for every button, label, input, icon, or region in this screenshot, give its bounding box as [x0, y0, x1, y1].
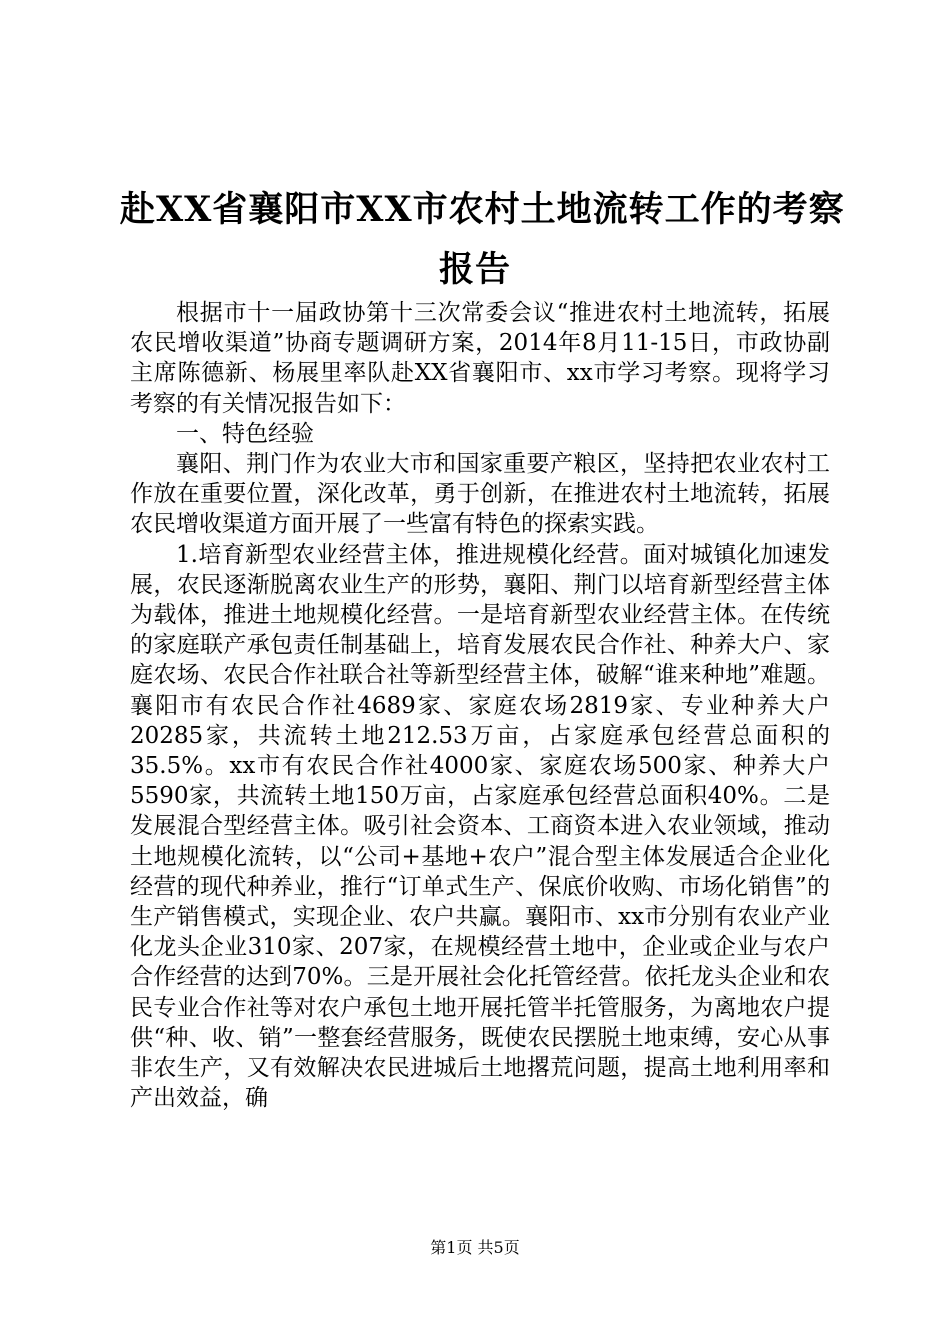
document-body [130, 298, 830, 1113]
document-title-line-1: 赴XX省襄阳市XX市农村土地流转工作的考察 [120, 189, 845, 230]
page-footer: 第1页 共5页 [430, 1238, 520, 1257]
section-heading: 一、特色经验 [176, 420, 314, 447]
document-title-line-2: 报告 [438, 249, 511, 290]
paragraph-intro: 根据市十一届政协第十三次常委会议“推进农村土地流转，拓展农民增收渠道”协商专题调研方案，2014年8月11-15日，市政协副主席陈德新、杨展里率队赴XX省襄阳市、xx市学习考察。现将学习考察的有关情况报告如下： [130, 300, 830, 417]
paragraph-overview: 襄阳、荆门作为农业大市和国家重要产粮区，坚持把农业农村工作放在重要位置，深化改革，勇于创新，在推进农村土地流转，拓展农民增收渠道方面开展了一些富有特色的探索实践。 [130, 451, 830, 538]
paragraph-item-1: 1.培育新型农业经营主体，推进规模化经营。面对城镇化加速发展，农民逐渐脱离农业生产的形势，襄阳、荆门以培育新型经营主体为载体，推进土地规模化经营。一是培育新型农业经营主体。在传统的家庭联产承包责任制基础上，培育发展农民合作社、种养大户、家庭农场、农民合作社联合社等新型经营主体，破解“谁来种地”难题。襄阳市有农民合作社4689家、家庭农场2819家、专业种养大户20285家，共流转土地212.53万亩，占家庭承包经营总面积的35.5%。xx市有农民合作社4000家、家庭农场500家、种养大户5590家，共流转土地150万亩，占家庭承包经营总面积40%。二是发展混合型经营主体。吸引社会资本、工商资本进入农业领域，推动土地规模化流转，以“公司+基地+农户”混合型主体发展适合企业化经营的现代种养业，推行“订单式生产、保底价收购、市场化销售”的生产销售模式，实现企业、农户共赢。襄阳市、xx市分别有农业产业化龙头企业310家、207家，在规模经营土地中，企业或企业与农户合作经营的达到70%。三是开展社会化托管经营。依托龙头企业和农民专业合作社等对农户承包土地开展托管半托管服务，为离地农户提供“种、收、销”一整套经营服务，既使农民摆脱土地束缚，安心从事非农生产，又有效解决农民进城后土地撂荒问题，提高土地利用率和产出效益，确 [130, 541, 830, 1112]
